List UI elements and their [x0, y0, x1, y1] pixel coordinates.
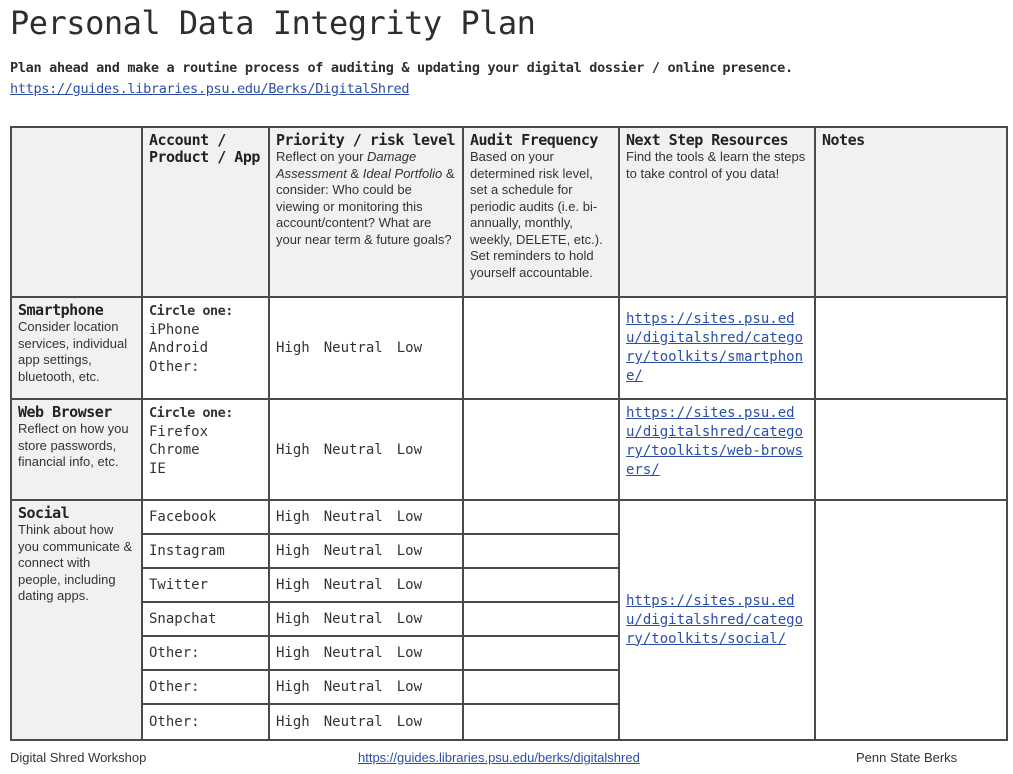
- notes-cell[interactable]: [815, 500, 1007, 740]
- guide-link[interactable]: https://guides.libraries.psu.edu/Berks/DigitalShred: [10, 81, 410, 97]
- resource-cell: [619, 399, 815, 500]
- audit-cell[interactable]: [463, 399, 619, 500]
- resource-cell: [619, 500, 815, 740]
- page-subtitle: Plan ahead and make a routine process of auditing & updating your digital dossier / online presence.: [10, 60, 793, 76]
- social-account[interactable]: Other:: [142, 670, 269, 704]
- social-resource-link[interactable]: https://sites.psu.edu/digitalshred/category/toolkits/social/: [626, 592, 804, 647]
- category-social: Social Think about how you communicate & connect with people, including dating apps.: [11, 500, 142, 740]
- footer-institution: Penn State Berks: [856, 750, 958, 765]
- risk-selector[interactable]: High Neutral Low: [269, 670, 463, 704]
- risk-selector[interactable]: High Neutral Low: [269, 568, 463, 602]
- header-resources: Next Step Resources Find the tools & learn the steps to take control of you data!: [619, 127, 815, 297]
- audit-cell[interactable]: [463, 297, 619, 399]
- audit-cell[interactable]: [463, 534, 619, 568]
- audit-cell[interactable]: [463, 500, 619, 534]
- resource-cell: [619, 297, 815, 399]
- social-account[interactable]: Twitter: [142, 568, 269, 602]
- browser-options[interactable]: Circle one: Firefox Chrome IE: [142, 399, 269, 500]
- risk-selector[interactable]: High Neutral Low: [269, 297, 463, 399]
- social-account[interactable]: Facebook: [142, 500, 269, 534]
- smartphone-resource-link[interactable]: https://sites.psu.edu/digitalshred/category/toolkits/smartphone/: [626, 311, 804, 384]
- risk-selector[interactable]: High Neutral Low: [269, 399, 463, 500]
- footer-workshop: Digital Shred Workshop: [10, 750, 147, 765]
- priority-description: Reflect on your Damage Assessment & Ideal Portfolio & consider: Who could be viewing or monitoring this account/content? What are your near term & future goals?: [276, 149, 455, 247]
- category-smartphone: Smartphone Consider location services, individual app settings, bluetooth, etc.: [11, 297, 142, 399]
- header-blank: [11, 127, 142, 297]
- risk-selector[interactable]: High Neutral Low: [269, 704, 463, 740]
- header-notes: Notes: [815, 127, 1007, 297]
- notes-cell[interactable]: [815, 297, 1007, 399]
- risk-selector[interactable]: High Neutral Low: [269, 534, 463, 568]
- page-title: Personal Data Integrity Plan: [10, 4, 536, 42]
- social-account[interactable]: Instagram: [142, 534, 269, 568]
- social-account[interactable]: Other:: [142, 636, 269, 670]
- audit-cell[interactable]: [463, 704, 619, 740]
- risk-selector[interactable]: High Neutral Low: [269, 602, 463, 636]
- risk-selector[interactable]: High Neutral Low: [269, 500, 463, 534]
- header-audit: Audit Frequency Based on your determined risk level, set a schedule for periodic audits (i.e. bi-annually, monthly, weekly, DELETE, etc.). Set reminders to hold yourself accountable.: [463, 127, 619, 297]
- social-account[interactable]: Snapchat: [142, 602, 269, 636]
- table-row: [11, 500, 1007, 534]
- risk-selector[interactable]: High Neutral Low: [269, 636, 463, 670]
- notes-cell[interactable]: [815, 399, 1007, 500]
- audit-cell[interactable]: [463, 568, 619, 602]
- audit-cell[interactable]: [463, 670, 619, 704]
- table-row: [11, 399, 1007, 500]
- browser-resource-link[interactable]: https://sites.psu.edu/digitalshred/category/toolkits/web-browsers/: [626, 405, 804, 478]
- header-row: [11, 127, 1007, 297]
- table-row: [11, 297, 1007, 399]
- audit-cell[interactable]: [463, 602, 619, 636]
- smartphone-options[interactable]: Circle one: iPhone Android Other:: [142, 297, 269, 399]
- footer-link[interactable]: https://guides.libraries.psu.edu/berks/digitalshred: [358, 750, 640, 765]
- category-web-browser: Web Browser Reflect on how you store passwords, financial info, etc.: [11, 399, 142, 500]
- header-account: Account / Product / App: [142, 127, 269, 297]
- header-priority: Priority / risk level Reflect on your Damage Assessment & Ideal Portfolio & consider: Who could be viewing or monitoring this account/content? What are your near term & future goals?: [269, 127, 463, 297]
- plan-table: [10, 126, 1008, 741]
- audit-cell[interactable]: [463, 636, 619, 670]
- social-account[interactable]: Other:: [142, 704, 269, 740]
